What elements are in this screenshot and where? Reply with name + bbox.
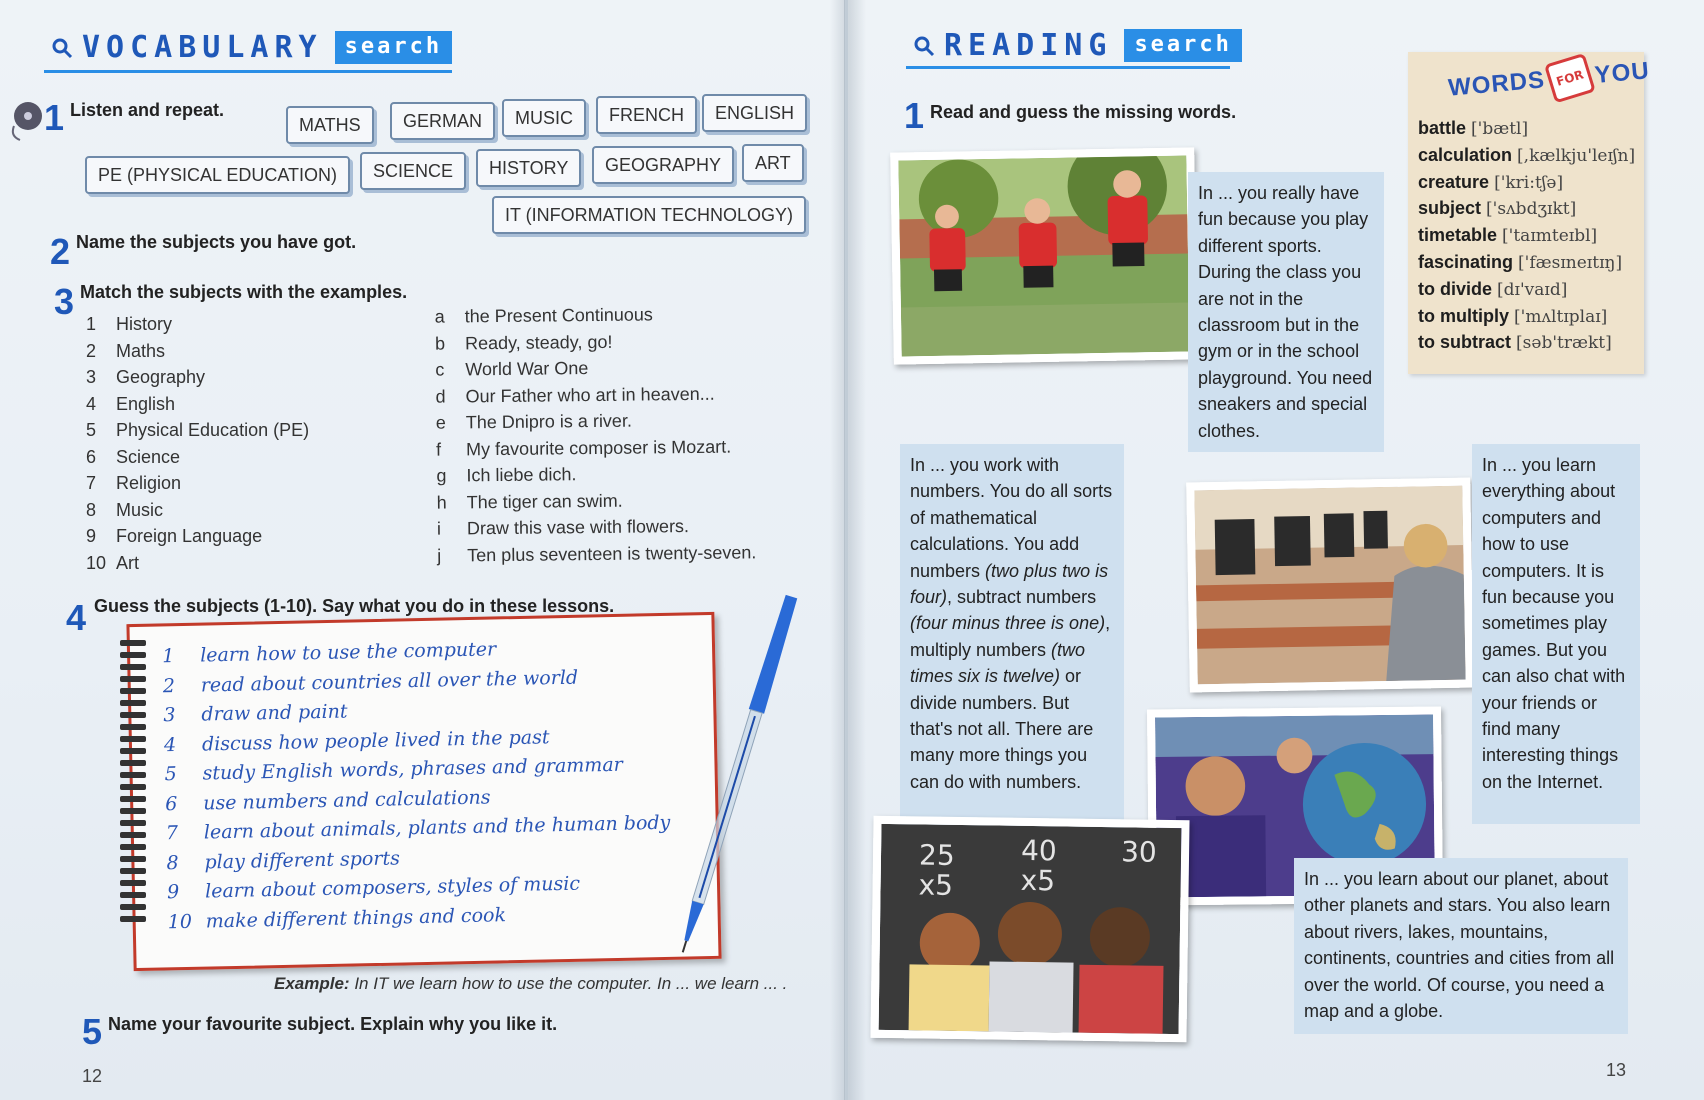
exercise-number: 3 [54, 281, 75, 322]
subject-card-english: ENGLISH [702, 94, 807, 132]
vocabulary-list [1418, 118, 1635, 359]
svg-text:40: 40 [1020, 833, 1057, 868]
list-item: 8 play different sports [166, 846, 401, 874]
list-item: 10 Art [86, 552, 140, 573]
subject-card-geography: GEOGRAPHY [592, 146, 734, 184]
ballpoint-pen-icon [660, 588, 810, 968]
list-item: 6 Science [86, 446, 181, 467]
exercise-number: 4 [66, 597, 87, 638]
exercise-instruction: Name your favourite subject. Explain why you like it. [108, 1014, 558, 1034]
svg-text:x5: x5 [918, 868, 954, 902]
section-title: VOCABULARY [82, 30, 323, 65]
vocab-entry: to multiply ['mʌltɪplaɪ] [1418, 305, 1608, 327]
list-item: 6 use numbers and calculations [165, 785, 491, 815]
list-item: 9 Foreign Language [86, 526, 263, 546]
list-item: 5 study English words, phrases and grammar [164, 753, 623, 786]
page-number: 12 [82, 1066, 103, 1086]
vocab-entry: subject ['sʌbdʒɪkt] [1418, 198, 1577, 220]
list-item: 4 discuss how people lived in the past [163, 725, 550, 756]
list-item: b Ready, steady, go! [434, 331, 613, 354]
list-item: 4 English [86, 393, 176, 414]
vocab-entry: calculation [,kælkju'leɪʃn] [1418, 144, 1636, 166]
exercise-instruction: Match the subjects with the examples. [80, 282, 408, 302]
exercise-instruction: Listen and repeat. [70, 100, 225, 120]
list-item: 5 Physical Education (PE) [86, 420, 310, 440]
exercise-number: 5 [82, 1011, 103, 1052]
list-item: 7 Religion [86, 473, 182, 493]
exercise-number: 2 [50, 231, 71, 272]
section-title: READING [944, 28, 1113, 63]
search-icon [50, 36, 74, 60]
vocab-entry: creature ['kri:tʃə] [1418, 171, 1564, 193]
svg-text:x5: x5 [1020, 863, 1056, 898]
list-item: h The tiger can swim. [436, 490, 623, 513]
list-item: i Draw this vase with flowers. [436, 516, 690, 539]
page-number: 13 [1606, 1060, 1627, 1080]
photo-computer-lab [1186, 478, 1474, 693]
list-item: 10 make different things and cook [167, 903, 507, 933]
list-item: 2 Maths [86, 340, 166, 361]
notebook-list [162, 635, 673, 941]
text-box-pe: In ... you really have fun because you play different sports. During the class you are not in the classroom but in the gym or in the school playground. You need sneakers and special clothes. [1188, 172, 1384, 452]
exercise-number: 1 [44, 97, 65, 138]
list-item: c World War One [435, 358, 589, 380]
list-item: a the Present Continuous [434, 304, 653, 327]
for-badge: FOR [1544, 53, 1596, 104]
subject-card-maths: MATHS [286, 106, 374, 144]
audio-disc-icon [6, 96, 48, 142]
photo-running-children [890, 147, 1198, 364]
vocabulary-header [50, 30, 452, 65]
vocab-entry: timetable ['taɪmteɪbl] [1418, 225, 1598, 247]
list-item: 9 learn about composers, styles of music [166, 872, 581, 904]
list-item: 3 Geography [86, 367, 206, 387]
subject-card-science: SCIENCE [360, 152, 466, 190]
vocab-entry: fascinating ['fæsɪneɪtɪŋ] [1418, 251, 1623, 273]
list-item: j Ten plus seventeen is twenty-seven. [437, 541, 757, 566]
subject-card-art: ART [742, 144, 804, 182]
text-box-geography: In ... you learn about our planet, about other planets and stars. You also learn about rivers, lakes, mountains, continents, countries and cities from all over the world. Of course, you need a map and a globe. [1294, 858, 1628, 1034]
header-underline [44, 70, 452, 73]
match-subjects-list [86, 314, 309, 579]
notebook-spiral [120, 640, 150, 960]
reading-header [912, 28, 1242, 63]
exercise-instruction: Name the subjects you have got. [76, 232, 357, 252]
vocab-entry: battle ['bætl] [1418, 118, 1529, 139]
match-examples-list [435, 303, 757, 571]
subject-card-it: IT (INFORMATION TECHNOLOGY) [492, 196, 806, 234]
svg-text:25: 25 [918, 838, 955, 872]
text-box-it: In ... you learn everything about computers and how to use computers. It is fun because you sometimes play games. But you can also chat with your friends or find many interesting things on the Internet. [1472, 444, 1640, 824]
header-underline [906, 66, 1230, 69]
example-sentence: Example: In IT we learn how to use the computer. In ... we learn ... . [274, 974, 788, 993]
subject-card-french: FRENCH [596, 96, 697, 134]
photo-blackboard-maths [870, 816, 1189, 1042]
list-item: e The Dnipro is a river. [435, 410, 632, 433]
subject-card-german: GERMAN [390, 102, 495, 140]
list-item: 3 draw and paint [163, 700, 348, 727]
list-item: 8 Music [86, 499, 164, 520]
section-tag: search [335, 31, 452, 64]
svg-text:30: 30 [1120, 835, 1157, 869]
text-box-maths: In ... you work with numbers. You do all sorts of mathematical calculations. You add numbers (two plus two is four), subtract numbers (four minus three is one), multiply numbers (two times six is twelve) or divide numbers. But that's not all. There are many more things you can do with numbers. [900, 444, 1124, 838]
list-item: 1 learn how to use the computer [161, 638, 497, 668]
list-item: 1 History [86, 314, 173, 334]
subject-card-pe: PE (PHYSICAL EDUCATION) [85, 156, 350, 194]
book-spine [830, 0, 866, 1100]
exercise-number: 1 [904, 95, 925, 136]
subject-card-history: HISTORY [476, 149, 581, 187]
list-item: 2 read about countries all over the world [162, 666, 579, 697]
vocab-entry: to subtract [səb'trækt] [1418, 332, 1612, 354]
exercise-instruction: Guess the subjects (1-10). Say what you do in these lessons. [94, 596, 615, 616]
vocab-entry: to divide [dɪ'vaɪd] [1418, 278, 1568, 300]
section-tag: search [1124, 29, 1241, 62]
list-item: 7 learn about animals, plants and the human body [165, 811, 671, 845]
search-icon [912, 34, 936, 58]
list-item: g Ich liebe dich. [436, 464, 577, 486]
exercise-instruction: Read and guess the missing words. [930, 102, 1237, 122]
words-for-you-title: WORDS FOR YOU [1447, 51, 1652, 108]
list-item: d Our Father who art in heaven... [435, 383, 715, 407]
list-item: f My favourite composer is Mozart. [436, 436, 732, 460]
subject-card-music: MUSIC [502, 99, 586, 137]
